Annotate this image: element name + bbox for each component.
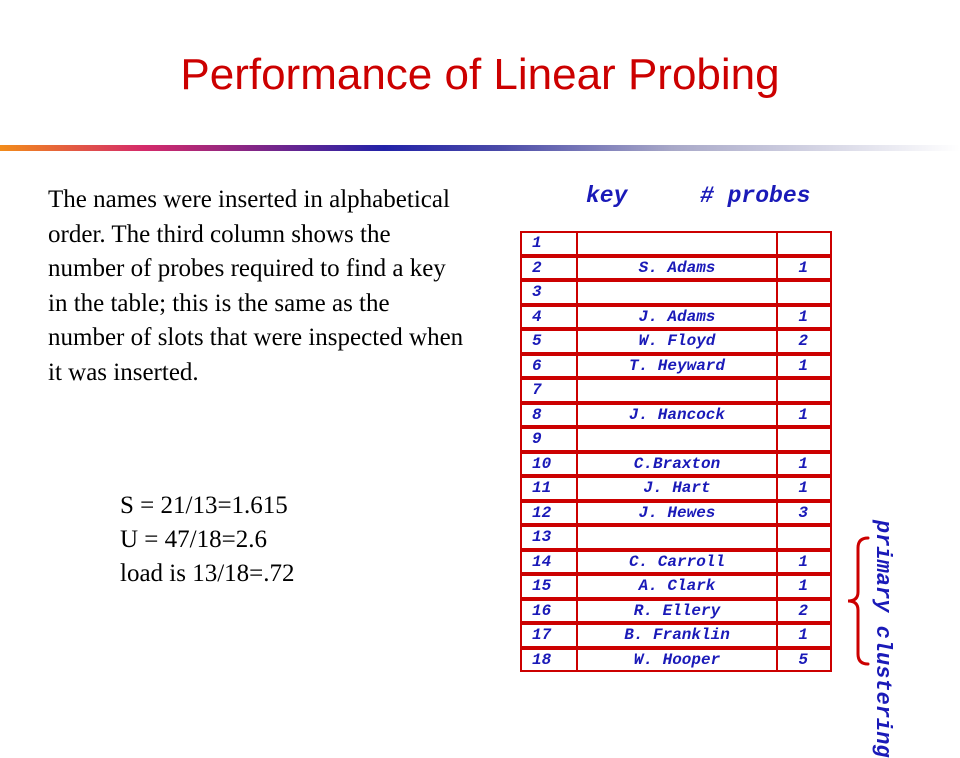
table-row bbox=[520, 427, 832, 452]
slot-index: 10 bbox=[520, 452, 576, 477]
slot-index: 12 bbox=[520, 501, 576, 526]
column-header-probes: # probes bbox=[700, 183, 811, 209]
slot-probes: 1 bbox=[776, 354, 832, 379]
slot-probes bbox=[776, 231, 832, 256]
slot-probes: 1 bbox=[776, 574, 832, 599]
stat-successful-search: S = 21/13=1.615 bbox=[120, 492, 288, 519]
table-row bbox=[520, 354, 832, 379]
stat-unsuccessful-search: U = 47/18=2.6 bbox=[120, 526, 267, 553]
table-row bbox=[520, 574, 832, 599]
slot-probes: 1 bbox=[776, 550, 832, 575]
table-row bbox=[520, 550, 832, 575]
slot-key: W. Hooper bbox=[576, 648, 776, 673]
slot-probes bbox=[776, 378, 832, 403]
slot-index: 13 bbox=[520, 525, 576, 550]
slot-probes: 1 bbox=[776, 403, 832, 428]
table-row bbox=[520, 623, 832, 648]
hash-table bbox=[520, 231, 832, 672]
slot-probes: 2 bbox=[776, 599, 832, 624]
table-row bbox=[520, 231, 832, 256]
slot-probes: 2 bbox=[776, 329, 832, 354]
slot-key: T. Heyward bbox=[576, 354, 776, 379]
slot-key bbox=[576, 231, 776, 256]
slot-index: 11 bbox=[520, 476, 576, 501]
slot-probes: 3 bbox=[776, 501, 832, 526]
slot-key: J. Hart bbox=[576, 476, 776, 501]
slot-index: 15 bbox=[520, 574, 576, 599]
slot-index: 14 bbox=[520, 550, 576, 575]
stats-block bbox=[120, 489, 295, 591]
description-paragraph: The names were inserted in alphabetical order. The third column shows the number of probes required to find a key in the table; this is the same as the number of slots that were inspected when it was inserted. bbox=[48, 186, 464, 386]
slot-index: 5 bbox=[520, 329, 576, 354]
table-row bbox=[520, 403, 832, 428]
table-row bbox=[520, 329, 832, 354]
slot-probes: 1 bbox=[776, 452, 832, 477]
slot-probes: 1 bbox=[776, 305, 832, 330]
slot-index: 3 bbox=[520, 280, 576, 305]
slot-key: C. Carroll bbox=[576, 550, 776, 575]
slot-index: 1 bbox=[520, 231, 576, 256]
table-row bbox=[520, 378, 832, 403]
table-row bbox=[520, 501, 832, 526]
table-row bbox=[520, 648, 832, 673]
slot-index: 17 bbox=[520, 623, 576, 648]
primary-clustering-label: primary clustering bbox=[870, 520, 895, 758]
slot-key bbox=[576, 378, 776, 403]
slot-probes bbox=[776, 280, 832, 305]
slot-probes: 1 bbox=[776, 476, 832, 501]
slot-index: 6 bbox=[520, 354, 576, 379]
slot-probes bbox=[776, 525, 832, 550]
stat-load-factor: load is 13/18=.72 bbox=[120, 560, 295, 587]
title-divider bbox=[0, 145, 960, 151]
table-row bbox=[520, 452, 832, 477]
slot-key: S. Adams bbox=[576, 256, 776, 281]
slot-key: R. Ellery bbox=[576, 599, 776, 624]
slot-probes bbox=[776, 427, 832, 452]
slot-key: J. Adams bbox=[576, 305, 776, 330]
slot-index: 18 bbox=[520, 648, 576, 673]
slot-probes: 1 bbox=[776, 623, 832, 648]
slot-key: J. Hewes bbox=[576, 501, 776, 526]
slot-index: 16 bbox=[520, 599, 576, 624]
table-row bbox=[520, 599, 832, 624]
slide-title: Performance of Linear Probing bbox=[180, 50, 780, 99]
slot-key bbox=[576, 427, 776, 452]
slot-key bbox=[576, 280, 776, 305]
slot-key: W. Floyd bbox=[576, 329, 776, 354]
slot-key bbox=[576, 525, 776, 550]
slot-key: A. Clark bbox=[576, 574, 776, 599]
table-row bbox=[520, 256, 832, 281]
slot-probes: 5 bbox=[776, 648, 832, 673]
column-header-key: key bbox=[586, 183, 628, 209]
slot-probes: 1 bbox=[776, 256, 832, 281]
table-row bbox=[520, 280, 832, 305]
table-row bbox=[520, 305, 832, 330]
slot-index: 9 bbox=[520, 427, 576, 452]
slot-index: 4 bbox=[520, 305, 576, 330]
slot-key: J. Hancock bbox=[576, 403, 776, 428]
slot-index: 7 bbox=[520, 378, 576, 403]
table-row bbox=[520, 525, 832, 550]
table-row bbox=[520, 476, 832, 501]
slot-index: 2 bbox=[520, 256, 576, 281]
slot-key: B. Franklin bbox=[576, 623, 776, 648]
slot-key: C.Braxton bbox=[576, 452, 776, 477]
slot-index: 8 bbox=[520, 403, 576, 428]
